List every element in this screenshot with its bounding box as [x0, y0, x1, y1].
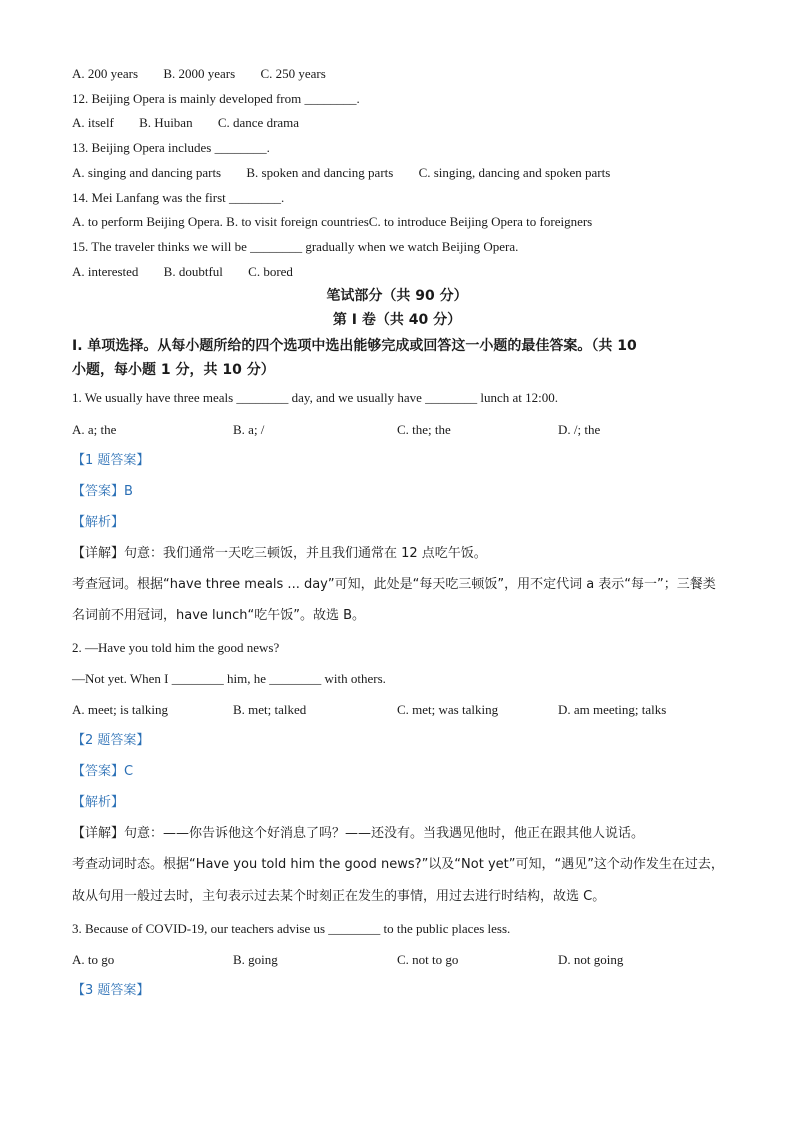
- q3-option-c: C. not to go: [397, 952, 459, 967]
- q12-options: [72, 115, 299, 131]
- q14-stem: 14. Mei Lanfang was the first ________.: [72, 190, 285, 205]
- q15-stem: 15. The traveler thinks we will be ________ gradually when we watch Beijing Opera.: [72, 239, 519, 254]
- q1-option-c: C. the; the: [397, 422, 451, 437]
- q11-option-a: A. 200 years: [72, 66, 139, 81]
- q15-option-c: C. bored: [248, 264, 293, 279]
- q1-answer: 【答案】B: [72, 484, 133, 499]
- section-heading-line2: 小题，每小题 1 分，共 10 分）: [72, 362, 275, 378]
- q2-explain-line1: 考查动词时态。根据“Have you told him the good news?”以及“Not yet”可知，“遇见”这个动作发生在过去，: [72, 857, 724, 872]
- q1-stem: 1. We usually have three meals ________ day, and we usually have ________ lunch at 12:00.: [72, 390, 558, 405]
- q2-stem-line2: —Not yet. When I ________ him, he ________ with others.: [72, 671, 386, 686]
- q2-option-d: D. am meeting; talks: [558, 702, 667, 717]
- q1-option-b: B. a; /: [233, 422, 265, 437]
- q14-options: A. to perform Beijing Opera. B. to visit foreign countriesC. to introduce Beijing Opera to foreigners: [72, 214, 593, 229]
- q15-options: [72, 264, 293, 280]
- q2-detail: 【详解】句意：——你告诉他这个好消息了吗？——还没有。当我遇见他时，他正在跟其他人说话。: [72, 826, 645, 841]
- q1-answer-tag: 【1 题答案】: [72, 453, 150, 468]
- q1-analysis-label: 【解析】: [72, 515, 125, 530]
- q1-option-a: A. a; the: [72, 422, 117, 437]
- q3-option-d: D. not going: [558, 952, 624, 967]
- q1-explain-line1: 考查冠词。根据“have three meals ... day”可知，此处是“每天吃三顿饭”，用不定代词 a 表示“每一”；三餐类: [72, 577, 716, 592]
- q2-explain-line2: 故从句用一般过去时，主句表示过去某个时刻正在发生的事情，用过去进行时结构，故选 C。: [72, 889, 606, 904]
- q12-option-a: A. itself: [72, 115, 114, 130]
- q15-option-a: A. interested: [72, 264, 139, 279]
- q11-option-c: C. 250 years: [260, 66, 326, 81]
- q12-option-c: C. dance drama: [217, 115, 300, 130]
- q12-option-b: B. Huiban: [139, 115, 193, 130]
- section-title: 笔试部分（共 90 分）: [326, 288, 468, 304]
- section-subtitle: 第 I 卷（共 40 分）: [332, 312, 462, 328]
- q11-option-b: B. 2000 years: [163, 66, 236, 81]
- q15-option-b: B. doubtful: [163, 264, 223, 279]
- q13-options: [72, 165, 610, 181]
- q2-stem-line1: 2. —Have you told him the good news?: [72, 640, 280, 655]
- q2-option-c: C. met; was talking: [397, 702, 499, 717]
- q2-option-a: A. meet; is talking: [72, 702, 169, 717]
- q2-option-b: B. met; talked: [233, 702, 307, 717]
- q2-analysis-label: 【解析】: [72, 795, 125, 810]
- section-heading-line1: I. 单项选择。从每小题所给的四个选项中选出能够完成或回答这一小题的最佳答案。（共 10: [72, 338, 637, 354]
- q3-option-a: A. to go: [72, 952, 115, 967]
- q1-detail: 【详解】句意：我们通常一天吃三顿饭，并且我们通常在 12 点吃午饭。: [72, 546, 487, 561]
- q3-answer-tag: 【3 题答案】: [72, 983, 150, 998]
- q1-option-d: D. /; the: [558, 422, 601, 437]
- q1-explain-line2: 名词前不用冠词，have lunch“吃午饭”。故选 B。: [72, 608, 366, 623]
- q12-stem: 12. Beijing Opera is mainly developed from ________.: [72, 91, 360, 106]
- q2-answer-tag: 【2 题答案】: [72, 733, 150, 748]
- q2-answer: 【答案】C: [72, 764, 134, 779]
- q13-option-c: C. singing, dancing and spoken parts: [418, 165, 611, 180]
- q13-stem: 13. Beijing Opera includes ________.: [72, 140, 270, 155]
- q13-option-a: A. singing and dancing parts: [72, 165, 222, 180]
- q3-stem: 3. Because of COVID-19, our teachers advise us ________ to the public places less.: [72, 921, 511, 936]
- q3-option-b: B. going: [233, 952, 278, 967]
- q13-option-b: B. spoken and dancing parts: [246, 165, 394, 180]
- q11-options: [72, 66, 326, 82]
